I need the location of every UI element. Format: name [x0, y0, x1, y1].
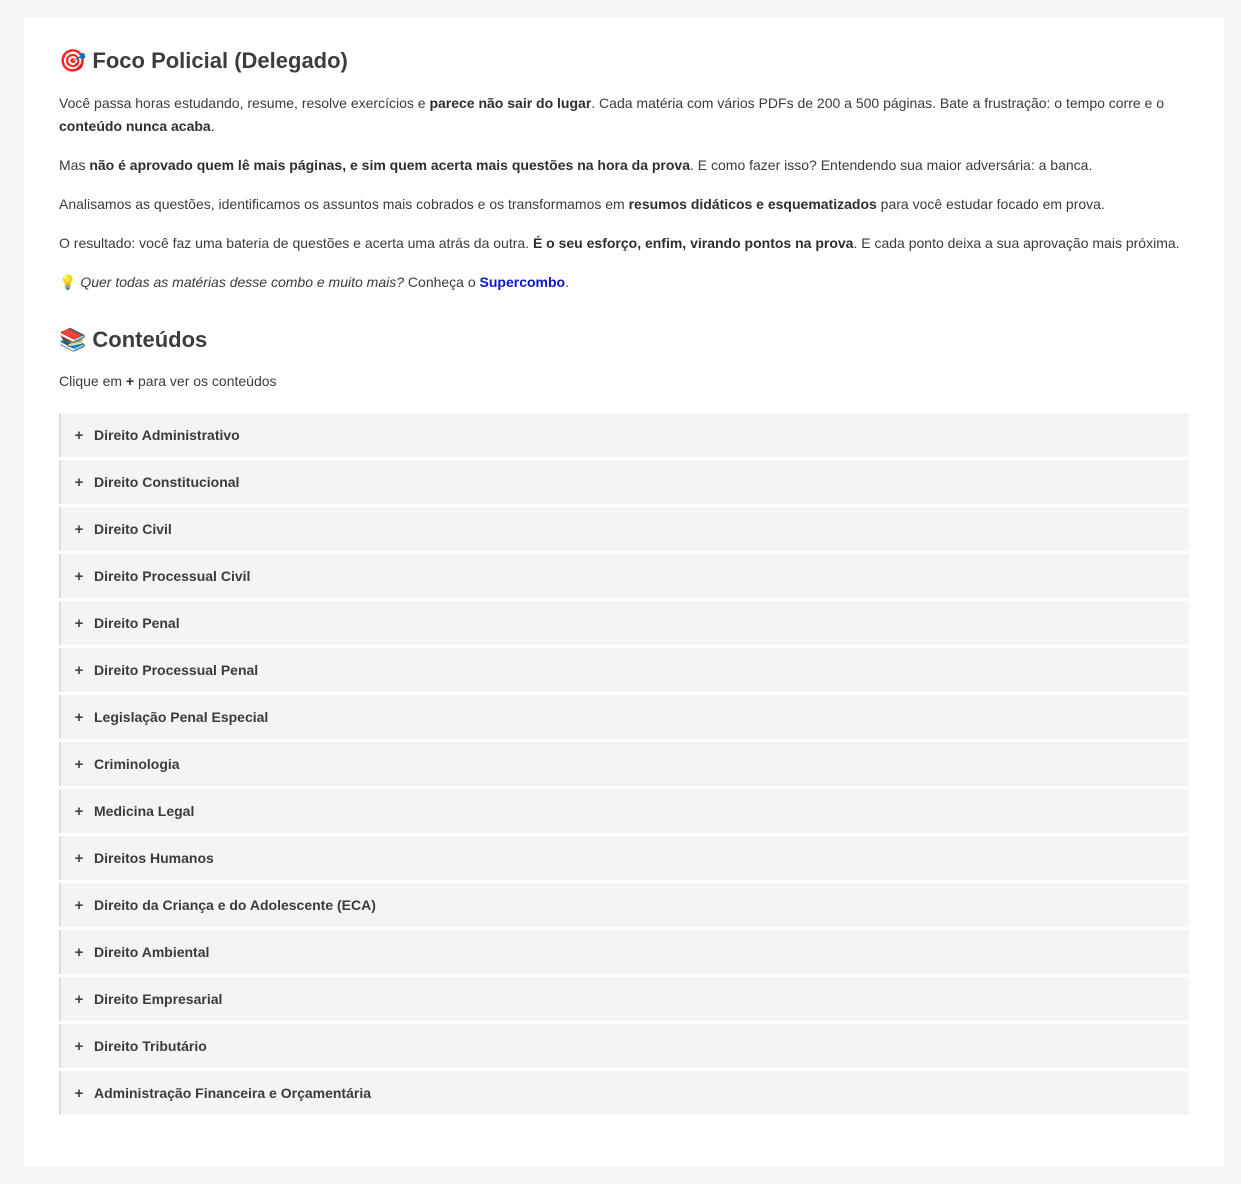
plus-icon[interactable]: +	[74, 708, 84, 726]
plus-icon[interactable]: +	[74, 1084, 84, 1102]
accordion-item-label: Direito da Criança e do Adolescente (ECA)	[94, 897, 376, 913]
plus-icon[interactable]: +	[74, 1037, 84, 1055]
callout-question: Quer todas as matérias desse combo e muito mais?	[80, 274, 405, 290]
accordion-item[interactable]	[59, 836, 1189, 880]
plus-icon[interactable]: +	[74, 473, 84, 491]
text: Mas	[59, 157, 90, 173]
accordion-item[interactable]	[59, 1024, 1189, 1068]
accordion-item[interactable]	[59, 554, 1189, 598]
contents-heading-text: Conteúdos	[92, 327, 208, 352]
plus-icon[interactable]: +	[74, 943, 84, 961]
accordion-item-label: Direito Constitucional	[94, 474, 240, 490]
accordion-item-label: Direito Processual Penal	[94, 662, 259, 678]
books-icon: 📚	[59, 327, 87, 352]
accordion-item-label: Direito Penal	[94, 615, 180, 631]
plus-icon[interactable]: +	[74, 849, 84, 867]
text: para ver os conteúdos	[134, 373, 277, 389]
text: Você passa horas estudando, resume, resolve exercícios e	[59, 95, 430, 111]
target-icon: 🎯	[59, 48, 87, 73]
supercombo-callout	[59, 271, 1189, 294]
text: . E cada ponto deixa a sua aprovação mais próxima.	[853, 235, 1180, 251]
accordion-item[interactable]	[59, 977, 1189, 1021]
lightbulb-icon: 💡	[59, 274, 77, 290]
emphasis: não é aprovado quem lê mais páginas, e sim quem acerta mais questões na hora da prova	[89, 157, 690, 173]
plus-icon[interactable]: +	[74, 755, 84, 773]
text: Analisamos as questões, identificamos os assuntos mais cobrados e os transformamos em	[59, 196, 629, 212]
text: O resultado: você faz uma bateria de questões e acerta uma atrás da outra.	[59, 235, 533, 251]
accordion-item-label: Administração Financeira e Orçamentária	[94, 1085, 371, 1101]
content-card	[24, 17, 1224, 1167]
page-title	[59, 45, 1189, 77]
intro-paragraph-1	[59, 92, 1189, 138]
accordion-item[interactable]	[59, 930, 1189, 974]
text: . Cada matéria com vários PDFs de 200 a 500 páginas. Bate a frustração: o tempo corre e o	[591, 95, 1165, 111]
plus-icon[interactable]: +	[74, 614, 84, 632]
accordion-item[interactable]	[59, 695, 1189, 739]
accordion-item[interactable]	[59, 413, 1189, 457]
emphasis: resumos didáticos e esquematizados	[628, 196, 877, 212]
plus-icon[interactable]: +	[74, 661, 84, 679]
intro-paragraph-3	[59, 193, 1189, 216]
accordion-item[interactable]	[59, 883, 1189, 927]
accordion-item-label: Direitos Humanos	[94, 850, 214, 866]
accordion-item[interactable]	[59, 742, 1189, 786]
accordion-item-label: Direito Processual Civil	[94, 568, 251, 584]
plus-glyph: +	[125, 373, 135, 389]
accordion-item-label: Medicina Legal	[94, 803, 195, 819]
text: . E como fazer isso? Entendendo sua maior adversária: a banca.	[690, 157, 1093, 173]
accordion-item-label: Direito Empresarial	[94, 991, 223, 1007]
accordion-item-label: Direito Administrativo	[94, 427, 240, 443]
intro-paragraph-2	[59, 154, 1189, 177]
intro-paragraph-4	[59, 232, 1189, 255]
contents-accordion	[59, 413, 1189, 1115]
emphasis: conteúdo nunca acaba	[59, 118, 211, 134]
plus-icon[interactable]: +	[74, 990, 84, 1008]
contents-hint	[59, 370, 1189, 393]
accordion-item-label: Direito Tributário	[94, 1038, 207, 1054]
supercombo-link[interactable]: Supercombo	[479, 274, 566, 290]
plus-icon[interactable]: +	[74, 426, 84, 444]
plus-icon[interactable]: +	[74, 802, 84, 820]
accordion-item-label: Direito Ambiental	[94, 944, 210, 960]
text: Clique em	[59, 373, 126, 389]
accordion-item[interactable]	[59, 460, 1189, 504]
emphasis: parece não sair do lugar	[429, 95, 592, 111]
accordion-item[interactable]	[59, 507, 1189, 551]
text: para você estudar focado em prova.	[876, 196, 1105, 212]
contents-heading	[59, 324, 1189, 356]
accordion-item-label: Legislação Penal Especial	[94, 709, 269, 725]
emphasis: É o seu esforço, enfim, virando pontos na prova	[532, 235, 854, 251]
text: .	[565, 274, 569, 290]
page-title-text: Foco Policial (Delegado)	[92, 48, 348, 73]
accordion-item-label: Criminologia	[94, 756, 180, 772]
accordion-item[interactable]	[59, 789, 1189, 833]
accordion-item[interactable]	[59, 648, 1189, 692]
accordion-item[interactable]	[59, 601, 1189, 645]
plus-icon[interactable]: +	[74, 520, 84, 538]
text: Conheça o	[404, 274, 480, 290]
text: .	[210, 118, 215, 134]
plus-icon[interactable]: +	[74, 567, 84, 585]
accordion-item[interactable]	[59, 1071, 1189, 1115]
accordion-item-label: Direito Civil	[94, 521, 172, 537]
plus-icon[interactable]: +	[74, 896, 84, 914]
